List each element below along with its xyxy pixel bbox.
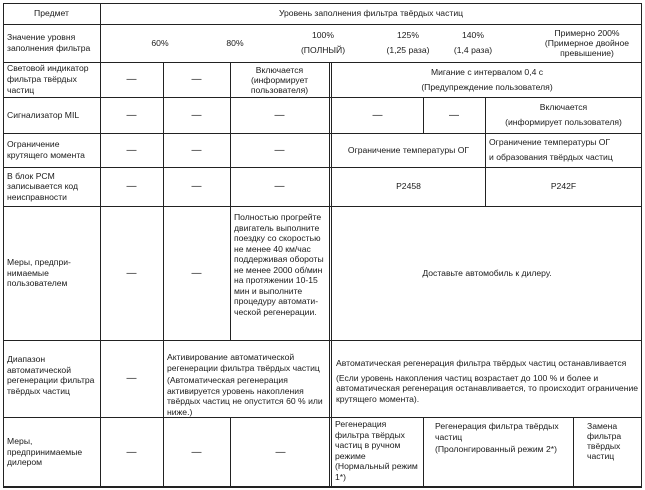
- torque-100: —: [274, 144, 285, 156]
- row-divider: [3, 340, 642, 341]
- row-divider: [3, 417, 642, 418]
- level-200-value: Примерно 200%: [554, 28, 620, 38]
- level-200: [533, 24, 641, 62]
- levels-row-label: Значение уровня заполнения фильтра: [7, 32, 91, 53]
- mil-label: Сигнализатор MIL: [7, 109, 80, 120]
- dpf-level-table: [3, 3, 642, 487]
- mil-200-line2: (информирует пользователя): [505, 117, 622, 127]
- level-100-sub: (ПОЛНЫЙ): [300, 45, 346, 55]
- auto-regen-rest-line1: Автоматическая регенерация фильтра твёрдых частиц останавливается: [336, 358, 627, 368]
- col-divider: [230, 62, 231, 340]
- level-60: [130, 24, 190, 62]
- border-bottom: [3, 486, 642, 488]
- torque-125-140: Ограничение температуры ОГ: [347, 144, 470, 155]
- level-140-sub: (1,4 раза): [453, 45, 493, 55]
- dealer-measures-80: —: [191, 446, 202, 458]
- row-divider: [3, 24, 642, 25]
- dealer-measures-100: —: [275, 446, 286, 458]
- user-measures-60: —: [126, 267, 137, 279]
- auto-regen-60: —: [126, 373, 137, 384]
- border-left: [3, 3, 4, 488]
- dealer-measures-140: [423, 417, 573, 487]
- mil-125: —: [372, 109, 383, 121]
- col-divider: [485, 97, 486, 206]
- col-divider: [100, 3, 101, 488]
- pcm-80: —: [191, 181, 202, 192]
- level-140-value: 140%: [462, 30, 484, 40]
- indicator-rest-line2: (Предупреждение пользователя): [421, 81, 553, 92]
- auto-regen-80-100: [163, 340, 331, 417]
- pcm-100: —: [274, 181, 285, 192]
- indicator-60: —: [126, 74, 137, 85]
- mil-60: —: [126, 109, 137, 121]
- border-right: [641, 3, 642, 488]
- dealer-measures-60: —: [126, 446, 137, 458]
- user-measures-80: —: [191, 267, 202, 279]
- dealer-measures-label: Меры, предпринимаемые дилером: [7, 436, 83, 468]
- dealer-measures-140-line2: (Пролонгированный режим 2*): [435, 444, 557, 454]
- torque-200: [485, 133, 642, 167]
- level-80: [205, 24, 265, 62]
- level-100-value: 100%: [312, 30, 334, 40]
- indicator-rest-line1: Мигание с интервалом 0,4 с: [430, 66, 544, 77]
- dealer-measures-200: Замена фильтра твёрдых частиц: [587, 421, 622, 461]
- dealer-measures-125: Регенерация фильтра твёрдых частиц в ручном режиме (Нормальный режим 1*): [335, 419, 418, 482]
- pcm-60: —: [126, 181, 137, 192]
- auto-regen-rest-line2: (Если уровень накопления частиц возрастает до 100 % и более и автоматическая регенерация останавливается, то происходит ограничение крутящего момента).: [336, 372, 639, 404]
- mil-140: —: [449, 109, 459, 121]
- user-measures-rest: Доставьте автомобиль к дилеру.: [422, 267, 552, 278]
- level-200-sub: (Примерное двойное превышение): [544, 38, 630, 58]
- pcm-label: В блок PCM записывается код неисправности: [7, 170, 79, 202]
- mil-200-line1: Включается: [539, 102, 588, 112]
- indicator-rest: [332, 62, 642, 97]
- indicator-label: Световой индикатор фильтра твёрдых частиц: [7, 63, 89, 95]
- mil-80: —: [191, 109, 202, 121]
- indicator-80: —: [191, 74, 202, 85]
- col-divider: [573, 417, 574, 488]
- row-divider: [3, 97, 642, 98]
- row-divider: [3, 133, 642, 134]
- header-item-label: Предмет: [34, 8, 69, 18]
- level-125-sub: (1,25 раза): [386, 45, 430, 55]
- user-measures-label: Меры, предпри-нимаемые пользователем: [7, 257, 71, 289]
- pcm-125-140: P2458: [396, 181, 421, 191]
- auto-regen-label: Диапазон автоматической регенерации фильтра твёрдых частиц: [7, 354, 95, 396]
- mil-200: [485, 97, 642, 133]
- level-100: [283, 24, 363, 62]
- col-divider: [423, 417, 424, 488]
- torque-60: —: [126, 144, 137, 156]
- auto-regen-80-100-line1: Активирование автоматической регенерации фильтра твёрдых частиц: [167, 352, 320, 373]
- col-divider: [230, 417, 231, 488]
- level-125: [373, 24, 443, 62]
- col-divider-double: [329, 62, 330, 488]
- torque-label: Ограничение крутящего момента: [7, 139, 85, 160]
- col-divider: [423, 97, 424, 133]
- col-divider: [163, 62, 164, 488]
- level-125-value: 125%: [397, 30, 419, 40]
- col-divider-double: [331, 62, 332, 488]
- row-divider: [3, 167, 642, 168]
- dealer-measures-140-line1: Регенерация фильтра твёрдых частиц: [435, 421, 559, 442]
- row-divider: [3, 62, 642, 63]
- header-level-label: Уровень заполнения фильтра твёрдых частиц: [278, 8, 464, 18]
- torque-80: —: [191, 144, 202, 156]
- border-top: [3, 3, 642, 4]
- pcm-200: P242F: [550, 181, 577, 191]
- indicator-100: Включается (информирует пользователя): [250, 64, 309, 95]
- auto-regen-80-100-line2: (Автоматическая регенерация активируется уровень накопления твёрдых частиц не опустится 60 % или ниже.): [167, 375, 323, 417]
- level-80-value: 80%: [226, 37, 244, 48]
- mil-100: —: [274, 109, 285, 121]
- user-measures-100: Полностью прогрейте двигатель выполните поездку со скоростью не менее 40 км/час поддерживая обороты не менее 2000 об/мин на протяжении 10-15 мин и выполните процедуру автомати-ческой регенерации.: [234, 212, 324, 317]
- auto-regen-rest: [332, 340, 642, 417]
- torque-200-line2: и образования твёрдых частиц: [489, 152, 613, 162]
- torque-200-line1: Ограничение температуры ОГ: [489, 137, 611, 147]
- row-divider: [3, 206, 642, 207]
- level-60-value: 60%: [151, 37, 169, 48]
- level-140: [443, 24, 503, 62]
